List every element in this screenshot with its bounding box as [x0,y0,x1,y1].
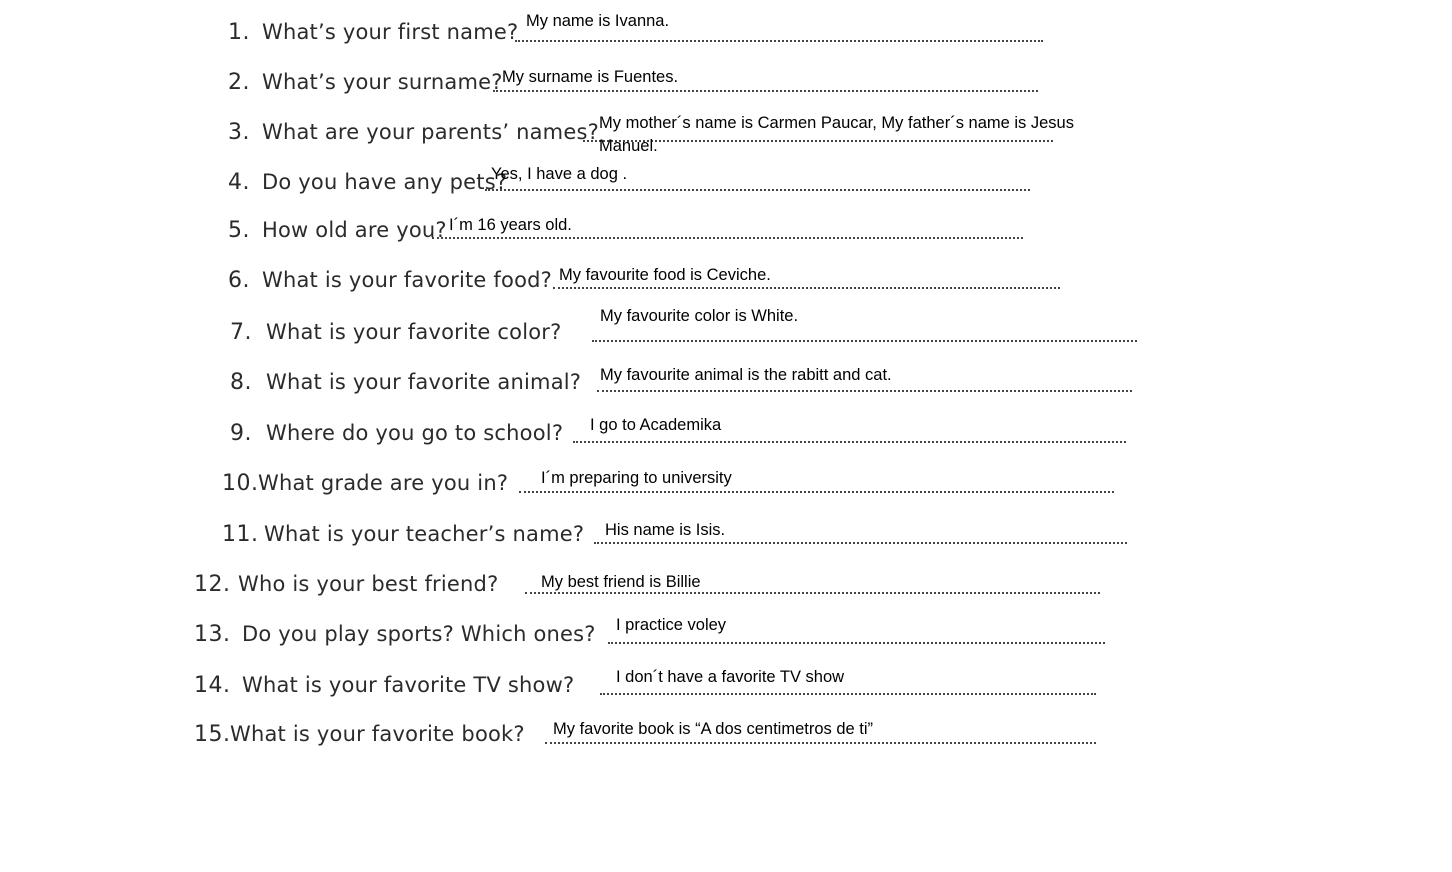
question-number: 6. [228,268,250,293]
question-number: 8. [230,370,252,395]
question-text: What is your favorite book? [230,722,525,746]
answer-text[interactable]: My surname is Fuentes. [502,68,679,86]
answer-line [573,441,1126,443]
answer-text[interactable]: My favorite book is “A dos centimetros de ti” [553,720,874,738]
question-number: 5. [228,218,250,243]
answer-line [594,542,1127,544]
question-number: 14. [194,673,231,698]
answer-text[interactable]: Yes, I have a dog . [491,165,628,183]
question-text: Where do you go to school? [266,421,564,445]
answer-text[interactable]: His name is Isis. [605,521,726,539]
answer-line [493,90,1038,92]
question-text: What’s your first name? [262,20,519,44]
question-number: 7. [230,320,252,345]
question-text: Do you play sports? Which ones? [242,622,596,646]
question-number: 4. [228,170,250,195]
question-text: What is your favorite TV show? [242,673,575,697]
question-number: 13. [194,622,231,647]
question-number: 3. [228,120,250,145]
answer-line [485,189,1030,191]
answer-text[interactable]: I´m preparing to university [541,469,732,487]
question-number: 15. [194,722,231,747]
question-text: What grade are you in? [258,471,509,495]
question-text: What is your favorite food? [262,268,552,292]
answer-text[interactable]: I´m 16 years old. [449,216,572,234]
answer-line [519,491,1114,493]
answer-text[interactable]: My favourite color is White. [600,307,799,325]
answer-text[interactable]: I don´t have a favorite TV show [616,668,845,686]
answer-text[interactable]: My best friend is Billie [541,573,701,591]
answer-line [432,237,1023,239]
answer-text[interactable]: My favourite animal is the rabitt and cat. [600,366,892,384]
answer-text[interactable]: I go to Academika [590,416,722,434]
question-text: What is your favorite animal? [266,370,582,394]
question-text: What are your parents’ names? [262,120,599,144]
question-number: 2. [228,70,250,95]
answer-text[interactable]: My mother´s name is Carmen Paucar, My father´s name is Jesus Manuel. [599,114,1074,155]
question-text: What is your favorite color? [266,320,562,344]
answer-text[interactable]: My name is Ivanna. [526,12,670,30]
answer-line [597,390,1132,392]
question-number: 10. [222,471,259,496]
answer-line [545,742,1096,744]
answer-line [608,642,1105,644]
question-number: 11. [222,522,259,547]
question-number: 9. [230,421,252,446]
answer-line [600,693,1096,695]
answer-line [553,287,1060,289]
answer-line [592,340,1137,342]
answer-text[interactable]: My favourite food is Ceviche. [559,266,771,284]
question-number: 1. [228,20,250,45]
question-text: Who is your best friend? [238,572,499,596]
question-text: Do you have any pets? [262,170,508,194]
question-text: What’s your surname? [262,70,503,94]
answer-text[interactable]: I practice voley [616,616,727,634]
question-number: 12. [194,572,231,597]
question-text: How old are you? [262,218,447,242]
question-text: What is your teacher’s name? [264,522,585,546]
